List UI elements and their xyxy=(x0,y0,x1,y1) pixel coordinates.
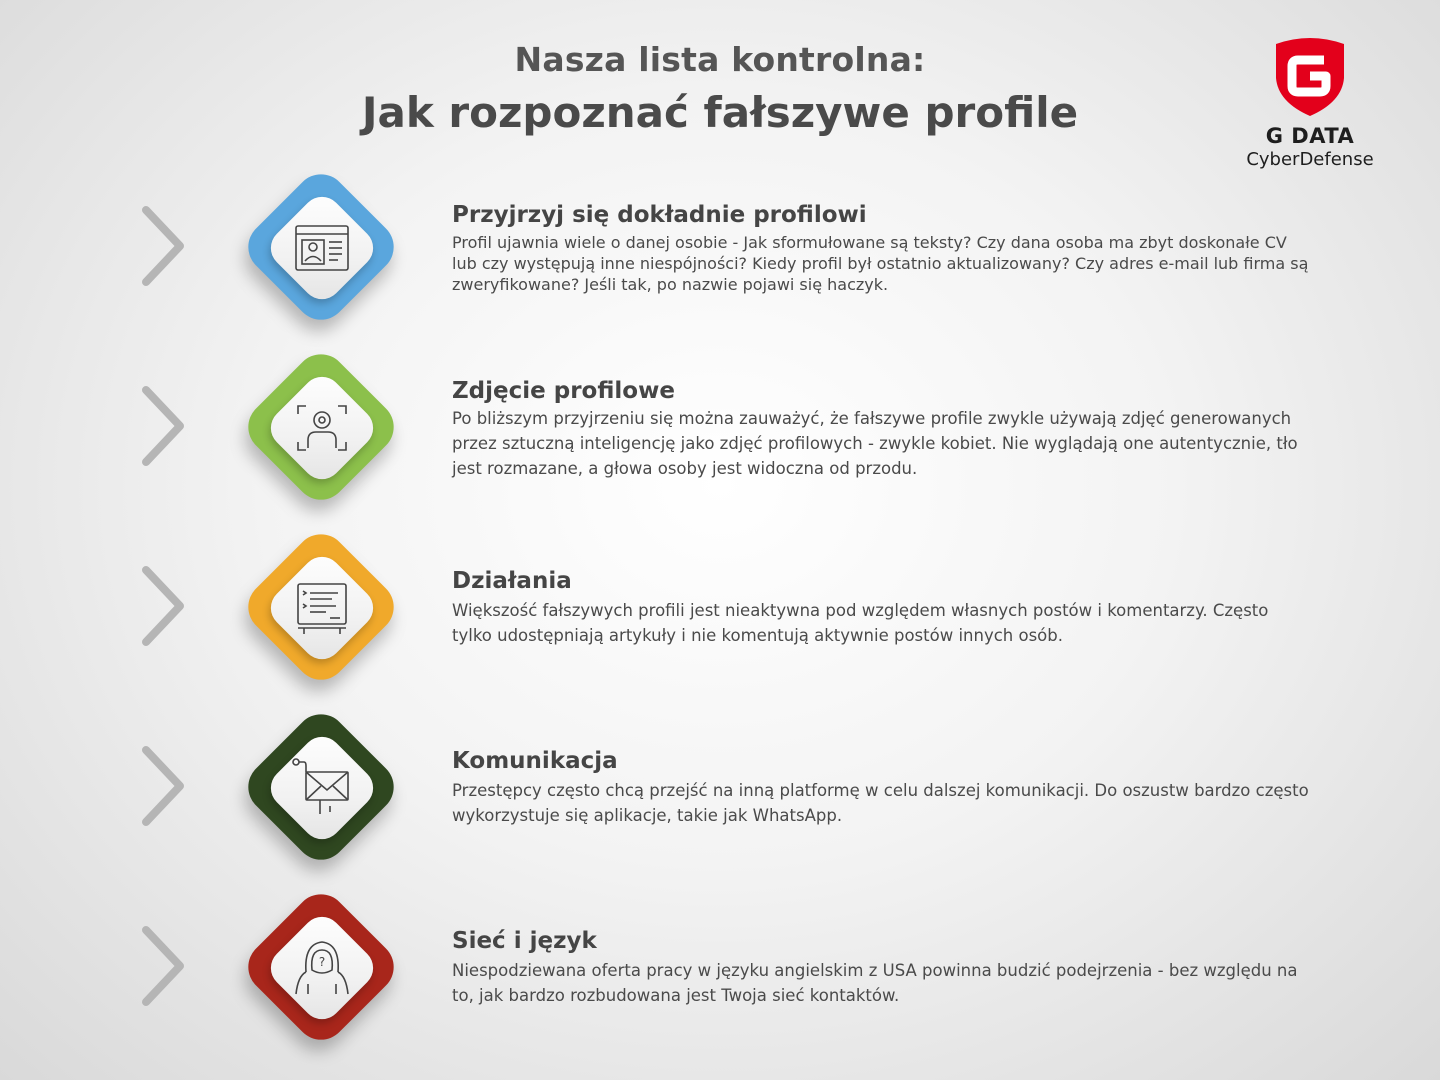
item-title: Sieć i język xyxy=(452,928,597,954)
activity-board-icon xyxy=(290,576,354,640)
chevron-right-icon xyxy=(136,202,196,290)
hooded-person-icon xyxy=(290,936,354,1000)
logo-name: G DATA xyxy=(1265,124,1355,148)
chevron-right-icon xyxy=(136,922,196,1010)
diamond-badge xyxy=(232,338,412,518)
diamond-badge xyxy=(232,878,412,1058)
message-envelope-icon xyxy=(290,756,354,820)
checklist-item-network xyxy=(0,878,1440,1058)
item-title: Komunikacja xyxy=(452,748,618,774)
chevron-right-icon xyxy=(136,742,196,830)
item-title: Przyjrzyj się dokładnie profilowi xyxy=(452,202,867,228)
profile-card-icon xyxy=(290,216,354,280)
item-text: Profil ujawnia wiele o danej osobie - Jak sformułowane są teksty? Czy dana osoba ma zbyt doskonałe CV lub czy występują inne niespójności? Kiedy profil był ostatnio aktualizowany? Czy adres e-mail lub firma są zweryfikowane? Jeśli tak, po nazwie pojawi się haczyk. xyxy=(452,233,1309,294)
item-title: Zdjęcie profilowe xyxy=(452,378,675,404)
svg-text:?: ? xyxy=(318,955,326,969)
face-scan-icon xyxy=(290,396,354,460)
checklist-item-photo xyxy=(0,338,1440,518)
item-title: Działania xyxy=(452,568,572,594)
diamond-badge xyxy=(232,698,412,878)
item-text: Przestępcy często chcą przejść na inną platformę w celu dalszej komunikacji. Do oszustw bardzo często wykorzystuje się aplikacje, takie jak WhatsApp. xyxy=(452,781,1309,825)
logo-subtitle: CyberDefense xyxy=(1246,149,1374,170)
g-data-logo xyxy=(1240,36,1380,176)
g-data-shield-icon xyxy=(1274,36,1346,118)
checklist-item-activity xyxy=(0,518,1440,698)
checklist-item-profile xyxy=(0,158,1440,338)
page-title-line-2: Jak rozpoznać fałszywe profile xyxy=(361,88,1079,137)
item-text: Po bliższym przyjrzeniu się można zauważyć, że fałszywe profile zwykle używają zdjęć generowanych przez sztuczną inteligencję jako zdjęć profilowych - zwykle kobiet. Nie wyglądają one autentycznie, tło jest rozmazane, a głowa osoby jest widoczna od przodu. xyxy=(452,409,1298,478)
diamond-badge xyxy=(232,518,412,698)
checklist-item-communication xyxy=(0,698,1440,878)
page-title-line-1: Nasza lista kontrolna: xyxy=(514,40,926,79)
item-text: Większość fałszywych profili jest nieaktywna pod względem własnych postów i komentarzy. Często tylko udostępniają artykuły i nie komentują aktywnie postów innych osób. xyxy=(452,601,1269,645)
chevron-right-icon xyxy=(136,562,196,650)
diamond-badge xyxy=(232,158,412,338)
chevron-right-icon xyxy=(136,382,196,470)
item-text: Niespodziewana oferta pracy w języku angielskim z USA powinna budzić podejrzenia - bez względu na to, jak bardzo rozbudowana jest Twoja sieć kontaktów. xyxy=(452,961,1298,1005)
